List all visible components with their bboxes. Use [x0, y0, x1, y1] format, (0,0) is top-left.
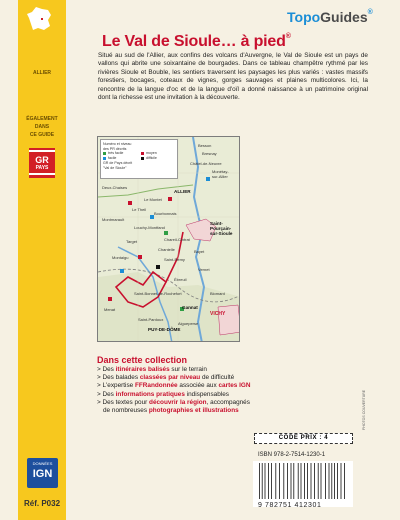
yellow-sidebar: [18, 0, 66, 520]
gr-badge-label: GR: [35, 155, 49, 165]
barcode-bar: [291, 463, 292, 499]
barcode-bar: [318, 463, 319, 499]
barcode-bar: [321, 463, 322, 499]
map-town: Louchy-Montfand: [134, 225, 165, 230]
pr-marker: [138, 255, 142, 259]
barcode-bar: [275, 463, 276, 499]
item-highlight: découvrir la région: [149, 398, 207, 406]
pr-marker: [164, 231, 168, 235]
intro-paragraph: Situé au sud de l'Allier, aux confins des volcans d'Auvergne, le Val de Sioule est un pays de vallons qui abrite une soixantaine de bourgades. Dans ce tableau champêtre rythmé par les rivières Sioule et Bouble, les sentiers traversent les paysages les plus variés : vastes massifs forestiers, bocages, coteaux de vignes, gorges sauvages et plaines multicolores. Ici, la rencontre de la langue d'oc et de la langue d'oïl a donné naissance à un patrimoine original dont la richesse est une invitation à la découverte.: [98, 52, 368, 102]
map-town: Monétay-: [212, 169, 229, 174]
photo-credit: PHOTOS COUVERTURE: [362, 389, 366, 430]
barcode-bar: [298, 463, 299, 499]
pr-marker: [156, 265, 160, 269]
map-town: Besson: [198, 143, 212, 148]
collection-item: [97, 407, 297, 415]
legend-level: moyen: [146, 151, 157, 156]
barcode-number: 9 782751 412301: [258, 502, 322, 509]
title-reg: ®: [285, 33, 291, 40]
collection-item: [97, 399, 297, 407]
map-town: Montmarault: [102, 217, 125, 222]
gr-pays-badge: [29, 148, 55, 178]
pr-marker: [206, 177, 210, 181]
collection-item: [97, 391, 297, 399]
reference-code: Réf. P032: [24, 499, 61, 508]
map-town: Blomard: [210, 291, 225, 296]
item-text: , accompagnés: [206, 398, 250, 406]
item-text: de difficulté: [200, 374, 235, 382]
book-title: [102, 33, 291, 51]
map-town: Montaigu: [112, 255, 129, 260]
also-label-1: ÉGALEMENT: [26, 116, 58, 122]
barcode-bar: [341, 463, 342, 499]
item-highlight: photographies et illustrations: [148, 407, 239, 415]
brand-reg: ®: [367, 9, 373, 16]
item-highlight: itinéraires balisés: [115, 366, 170, 373]
map-legend: [100, 139, 178, 179]
barcode-bar: [293, 463, 294, 499]
pr-marker: [168, 197, 172, 201]
item-text: > Des balades: [97, 374, 140, 382]
barcode-bar: [314, 463, 315, 499]
barcode-bar: [265, 463, 266, 499]
barcode-bar: [304, 463, 305, 499]
item-text: > Des textes pour: [97, 398, 150, 406]
also-label-2: DANS: [34, 124, 50, 130]
legend-swatch: [141, 157, 144, 160]
map-town: Deux-Chaises: [102, 185, 128, 190]
map-town: Le Theil: [132, 207, 147, 212]
map-town: Vernet: [198, 267, 210, 272]
department-label: ALLIER: [32, 70, 52, 76]
gr-badge-sublabel: PAYS: [35, 165, 49, 171]
map-label-puy-de-dome: PUY-DE-DÔME: [148, 327, 181, 332]
map-town: Saint-Rémy: [164, 257, 185, 262]
map-label-st-pourcain-3: sur-Sioule: [210, 231, 233, 236]
barcode-bar: [259, 463, 260, 499]
barcode-bar: [337, 463, 338, 499]
map-town: Chantelle: [158, 247, 175, 252]
item-highlight: classées par niveau: [139, 374, 201, 382]
map-town: sur-Allier: [212, 174, 228, 179]
item-highlight: informations pratiques: [115, 390, 185, 398]
ign-logo: [27, 458, 58, 488]
map-label-allier: ALLIER: [174, 189, 191, 194]
isbn-text: ISBN 978-2-7514-1230-1: [258, 452, 326, 458]
legend-line-2: des PR décrits: [103, 146, 127, 151]
item-text: > L'expertise: [97, 382, 135, 390]
map-town: Menat: [104, 307, 116, 312]
pr-marker: [128, 201, 132, 205]
book-title-text: Le Val de Sioule… à pied: [102, 33, 286, 50]
legend-gr-line: GR de Pays décrit: [103, 161, 133, 166]
map-town: Saint-Pardoux: [138, 317, 164, 322]
legend-level: difficile: [146, 156, 157, 161]
item-highlight: FFRandonnée: [135, 382, 178, 390]
ign-big-label: IGN: [32, 468, 53, 480]
item-text: sur le terrain: [169, 366, 207, 373]
barcode-bar: [262, 463, 263, 499]
legend-gr-name: "Val de Sioule": [103, 165, 127, 170]
barcode-bar: [331, 463, 332, 499]
item-highlight: cartes IGN: [218, 382, 251, 390]
barcode-bar: [279, 463, 280, 499]
collection-title: Dans cette collection: [97, 355, 188, 365]
barcode-bar: [268, 463, 269, 499]
item-text: associée aux: [177, 382, 219, 390]
map-town: Target: [126, 239, 138, 244]
ign-small-label: DONNÉES: [32, 461, 53, 466]
collection-item: [97, 382, 297, 390]
gr-stripe-top: [29, 150, 55, 152]
legend-level: très facile: [108, 151, 124, 156]
legend-swatch: [103, 157, 106, 160]
map-town: Chareil-Cintrat: [164, 237, 190, 242]
pr-marker: [120, 269, 124, 273]
legend-level-row: [103, 156, 175, 161]
map-label-vichy: VICHY: [210, 311, 226, 317]
map-label-st-pourcain-2: Pourçain-: [210, 226, 232, 231]
price-code-box: CODE PRIX : 4: [254, 433, 353, 444]
legend-swatch: [141, 152, 144, 155]
map-town: Bresnay: [202, 151, 217, 156]
brand-part-a: Topo: [287, 9, 321, 25]
also-label-3: CE GUIDE: [29, 132, 55, 138]
map-town: Saint-Bonnet-de-Rochefort: [134, 291, 182, 296]
map-label-gannat: Gannat: [182, 305, 198, 310]
item-text: de nombreuses: [103, 407, 149, 415]
topoguides-logo: [287, 9, 373, 25]
barcode-bar: [311, 463, 312, 499]
barcode: [253, 461, 353, 507]
region-map: [97, 136, 240, 342]
pr-marker: [108, 297, 112, 301]
barcode-bar: [271, 463, 272, 499]
map-label-st-pourcain-1: Saint-: [210, 221, 223, 226]
brand-part-b: Guides: [320, 9, 368, 25]
barcode-bar: [329, 463, 330, 499]
map-town: Aigueperse: [178, 321, 199, 326]
barcode-bar: [325, 463, 326, 499]
collection-item: [97, 374, 297, 382]
legend-swatch: [103, 152, 106, 155]
item-text: indispensables: [184, 390, 229, 398]
gr-stripe-bottom: [29, 173, 55, 175]
collection-item: [97, 366, 297, 374]
legend-level: facile: [108, 156, 117, 161]
barcode-bar: [301, 463, 302, 499]
legend-line-1: Numéro et niveau: [103, 142, 132, 146]
map-town: Le Montet: [144, 197, 162, 202]
barcode-bar: [307, 463, 308, 499]
collection-list: [97, 366, 297, 415]
barcode-bar: [287, 463, 288, 499]
france-map-icon: [26, 6, 54, 32]
barcode-bar: [334, 463, 335, 499]
map-town: Ébreuil: [174, 277, 187, 282]
item-text: > Des: [97, 390, 116, 398]
barcode-bar: [283, 463, 284, 499]
map-town: Châtel-de-Neuvre: [190, 161, 222, 166]
barcode-bar: [344, 463, 345, 499]
map-town: Bourbonnais: [154, 211, 177, 216]
item-text: > Des: [97, 366, 116, 373]
map-town: Bayet: [194, 249, 205, 254]
